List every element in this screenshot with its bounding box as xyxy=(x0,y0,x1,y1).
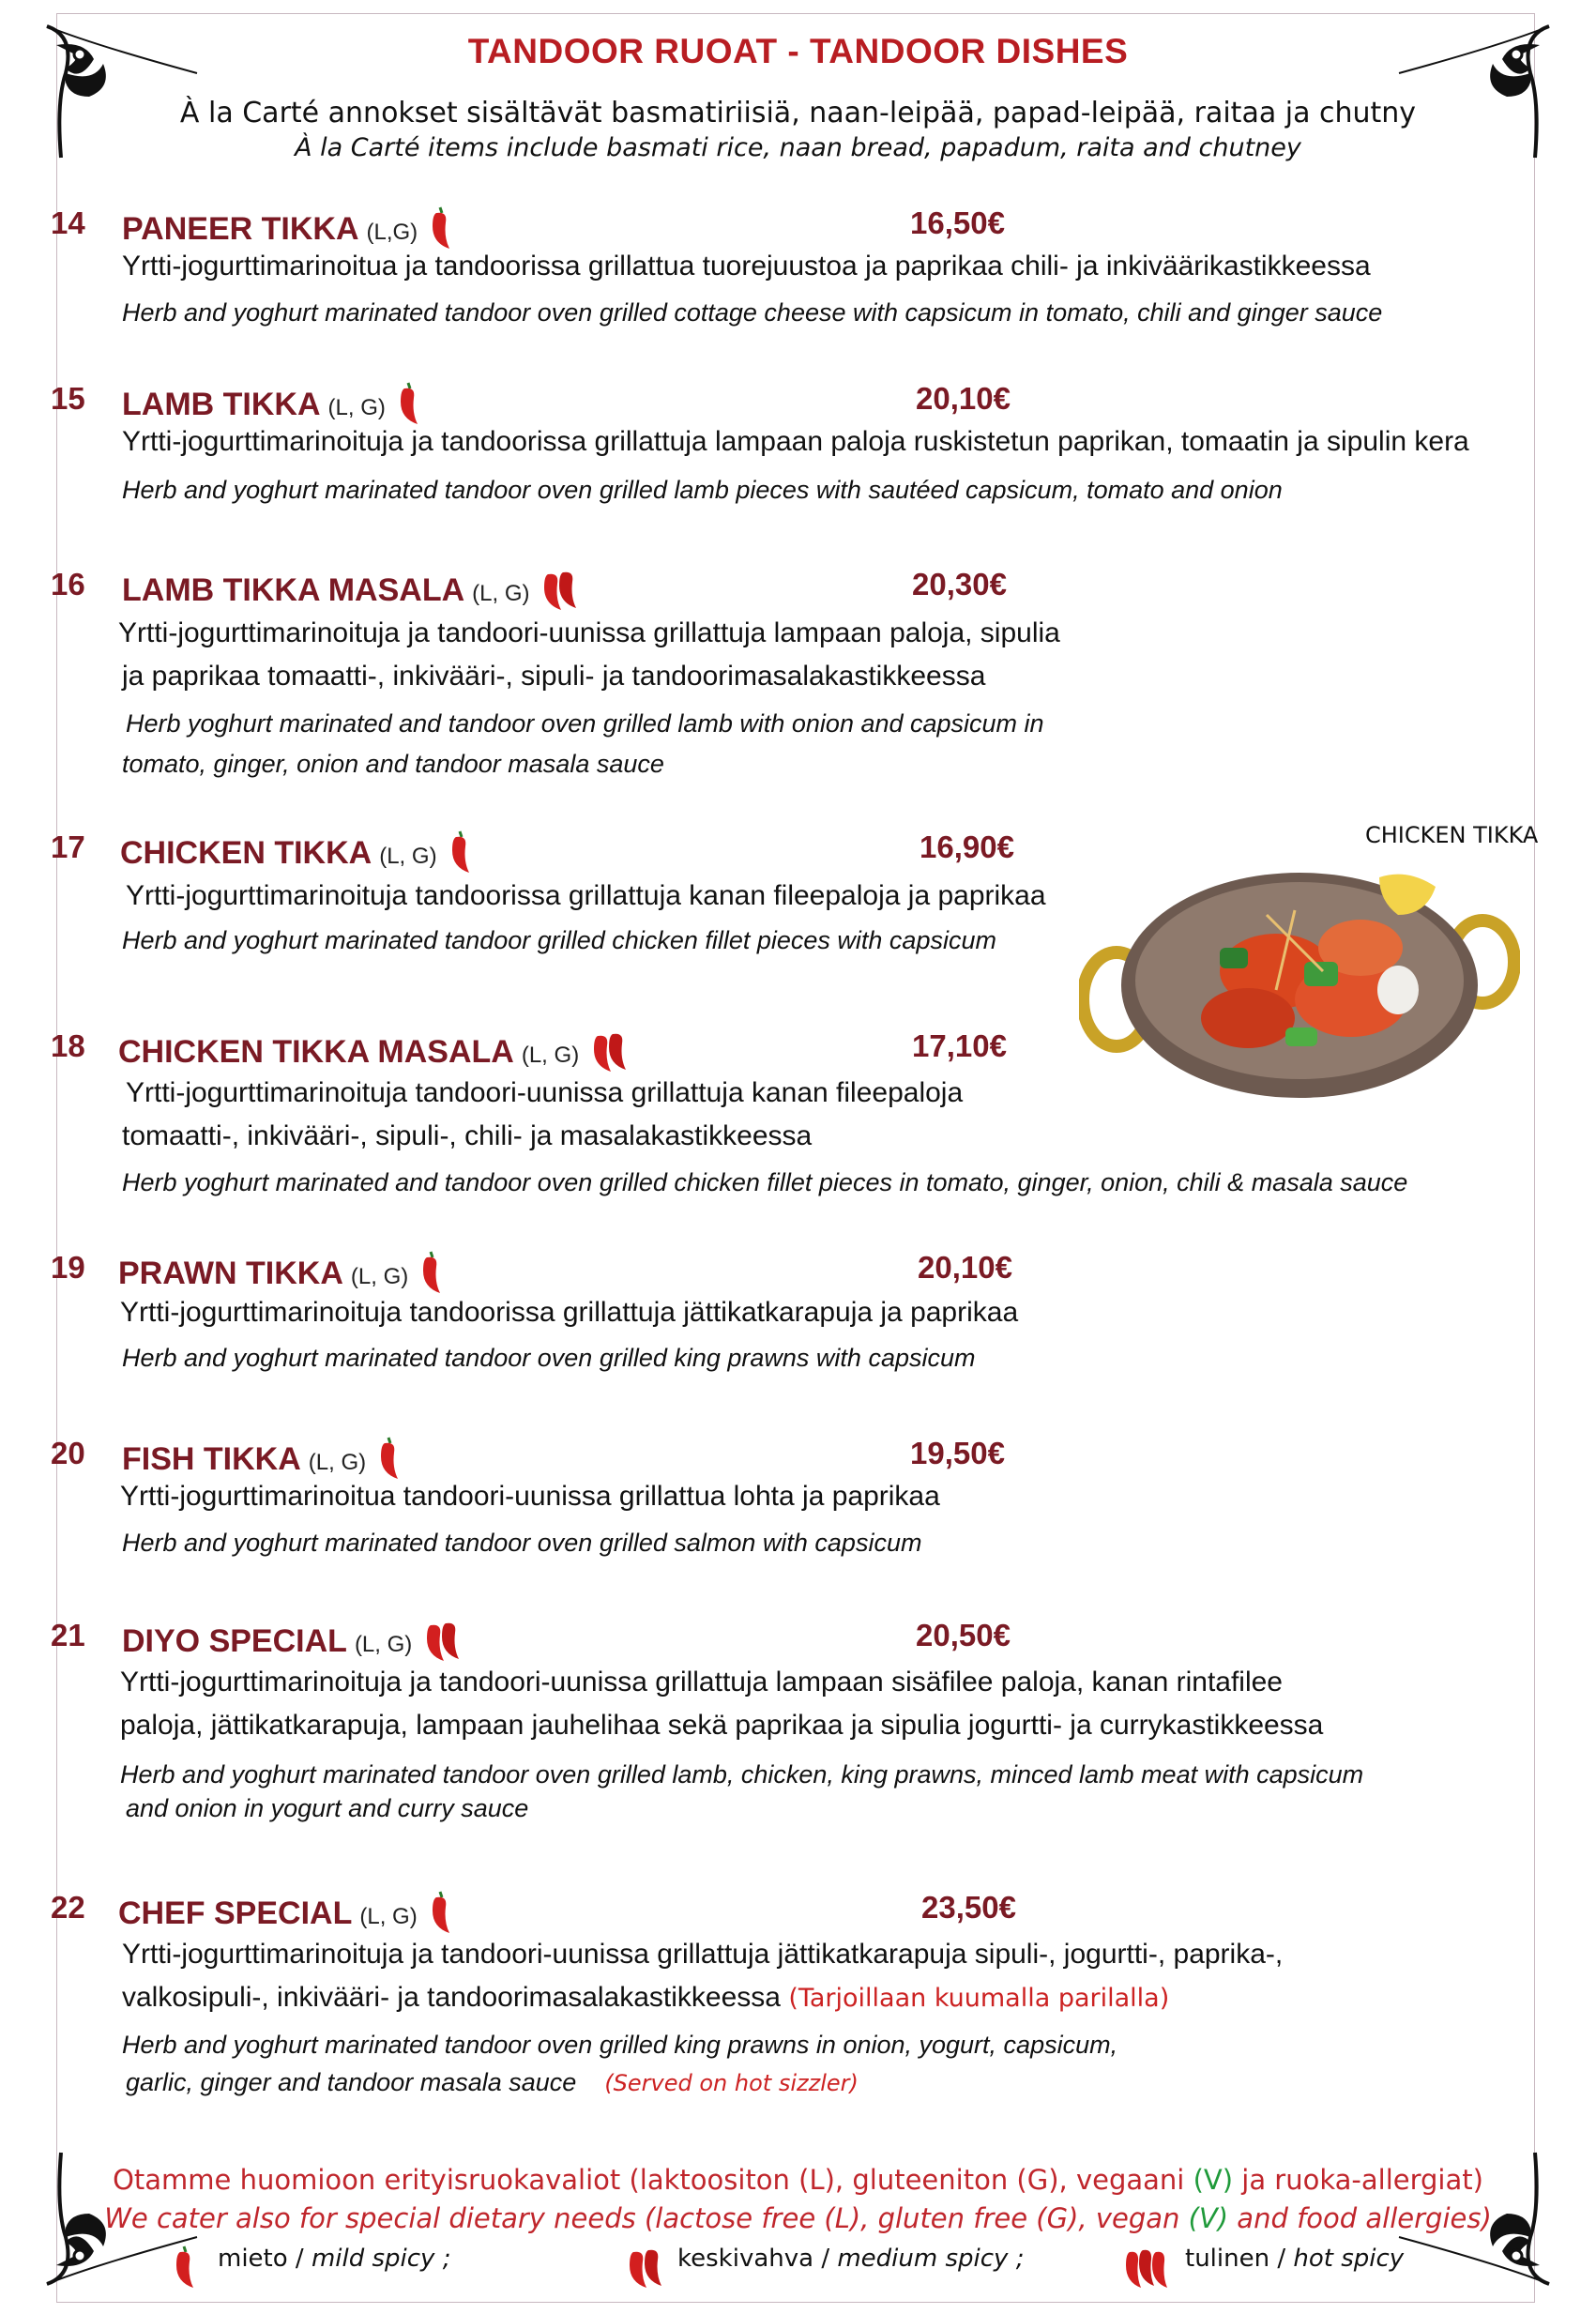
page-title: TANDOOR RUOAT - TANDOOR DISHES xyxy=(467,32,1129,70)
serving-note-fi: (Tarjoillaan kuumalla parilalla) xyxy=(788,1984,1170,2013)
chili-icon xyxy=(375,1436,402,1481)
item-name: CHICKEN TIKKA MASALA (L, G) xyxy=(118,1028,630,1073)
dietary-note-en: We cater also for special dietary needs (lactose free (L), gluten free (G), vegan (V) and food allergies) xyxy=(104,2202,1492,2234)
item-description-fi: Yrtti-jogurttimarinoituja tandoorissa grillattuja kanan fileepaloja ja paprikaa xyxy=(126,880,1046,911)
triple-chili-icon xyxy=(1122,2245,1175,2290)
item-description-fi: ja paprikaa tomaatti-, inkivääri-, sipuli- ja tandoorimasalakastikkeessa xyxy=(122,661,986,692)
item-description-fi: Yrtti-jogurttimarinoituja ja tandoori-uunissa grillattuja lampaan paloja, sipulia xyxy=(118,617,1060,648)
item-name: FISH TIKKA (L, G) xyxy=(122,1436,402,1481)
image-caption: CHICKEN TIKKA xyxy=(1365,822,1539,848)
chili-icon xyxy=(447,830,473,875)
item-description-en: Herb and yoghurt marinated tandoor oven grilled lamb, chicken, king prawns, minced lamb meat with capsicum xyxy=(120,1760,1364,1789)
item-description-fi: paloja, jättikatkarapuja, lampaan jauhelihaa sekä paprikaa ja sipulia jogurtti- ja currykastikkeessa xyxy=(120,1710,1324,1741)
item-name: DIYO SPECIAL (L, G) xyxy=(122,1618,463,1663)
chicken-tikka-photo xyxy=(1079,859,1520,1103)
item-description-en: and onion in yogurt and curry sauce xyxy=(126,1794,529,1822)
item-number: 20 xyxy=(51,1436,85,1470)
item-number: 19 xyxy=(51,1250,85,1285)
item-number: 17 xyxy=(51,830,85,864)
item-description-fi: Yrtti-jogurttimarinoitua ja tandoorissa grillattua tuorejuustoa ja paprikaa chili- ja inkiväärikastikkeessa xyxy=(122,251,1371,282)
chili-icon xyxy=(427,1890,453,1935)
item-name: LAMB TIKKA (L, G) xyxy=(122,381,421,426)
item-price: 20,30€ xyxy=(912,567,1007,601)
intro-finnish: À la Carté annokset sisältävät basmatiriisiä, naan-leipää, papad-leipää, raitaa ja chutny xyxy=(179,97,1417,129)
item-name: PRAWN TIKKA (L, G) xyxy=(118,1250,444,1295)
item-price: 20,50€ xyxy=(916,1618,1011,1652)
item-tags: (L,G) xyxy=(366,220,418,245)
item-description-fi: Yrtti-jogurttimarinoituja ja tandoorissa grillattuja lampaan paloja ruskistetun paprikan, tomaatin ja sipulin kera xyxy=(122,426,1469,457)
item-number: 16 xyxy=(51,567,85,601)
item-name: CHEF SPECIAL (L, G) xyxy=(118,1890,453,1935)
item-number: 21 xyxy=(51,1618,85,1652)
item-tags: (L, G) xyxy=(521,1043,580,1068)
legend-medium: keskivahva / medium spicy ; xyxy=(677,2245,1025,2273)
item-description-fi: Yrtti-jogurttimarinoituja ja tandoori-uunissa grillattuja jättikatkarapuja sipuli-, jogurtti-, paprika-, xyxy=(122,1939,1284,1970)
item-tags: (L, G) xyxy=(354,1632,413,1657)
item-number: 22 xyxy=(51,1890,85,1925)
item-price: 20,10€ xyxy=(918,1250,1012,1285)
item-description-en: tomato, ginger, onion and tandoor masala sauce xyxy=(122,750,664,778)
item-tags: (L, G) xyxy=(308,1450,367,1475)
item-price: 17,10€ xyxy=(912,1028,1007,1063)
item-description-en: Herb and yoghurt marinated tandoor oven grilled king prawns with capsicum xyxy=(122,1344,976,1372)
item-name: PANEER TIKKA (L,G) xyxy=(122,206,453,251)
item-description-en: Herb and yoghurt marinated tandoor oven grilled lamb pieces with sautéed capsicum, tomato and onion xyxy=(122,476,1283,504)
item-description-en: Herb and yoghurt marinated tandoor oven grilled salmon with capsicum xyxy=(122,1529,922,1557)
item-tags: (L, G) xyxy=(327,395,386,420)
chili-icon xyxy=(418,1250,444,1295)
intro-english: À la Carté items include basmati rice, naan bread, papadum, raita and chutney xyxy=(295,133,1301,162)
double-chili-icon xyxy=(539,567,580,612)
item-number: 15 xyxy=(51,381,85,416)
item-description-en: Herb and yoghurt marinated tandoor grilled chicken fillet pieces with capsicum xyxy=(122,926,996,954)
item-description-fi: valkosipuli-, inkivääri- ja tandoorimasalakastikkeessa (Tarjoillaan kuumalla parilalla) xyxy=(122,1982,1170,2013)
chili-icon xyxy=(171,2245,197,2290)
legend-mild: mieto / mild spicy ; xyxy=(218,2245,451,2273)
item-price: 16,90€ xyxy=(920,830,1014,864)
item-tags: (L, G) xyxy=(359,1904,418,1929)
chili-icon xyxy=(427,206,453,251)
item-price: 16,50€ xyxy=(910,206,1005,240)
item-description-fi: Yrtti-jogurttimarinoituja tandoori-uunissa grillattuja kanan fileepaloja xyxy=(126,1077,964,1108)
item-name: CHICKEN TIKKA (L, G) xyxy=(120,830,473,875)
item-description-en: Herb yoghurt marinated and tandoor oven grilled lamb with onion and capsicum in xyxy=(126,709,1044,738)
chili-icon xyxy=(395,381,421,426)
item-tags: (L, G) xyxy=(379,844,437,869)
item-description-en: Herb and yoghurt marinated tandoor oven grilled king prawns in onion, yogurt, capsicum, xyxy=(122,2031,1118,2059)
item-description-en: Herb yoghurt marinated and tandoor oven grilled chicken fillet pieces in tomato, ginger, onion, chili & masala sauce xyxy=(122,1168,1408,1196)
item-price: 19,50€ xyxy=(910,1436,1005,1470)
legend-hot: tulinen / hot spicy xyxy=(1185,2245,1405,2273)
double-chili-icon xyxy=(588,1028,630,1073)
item-price: 20,10€ xyxy=(916,381,1011,416)
item-tags: (L, G) xyxy=(350,1264,409,1289)
item-tags: (L, G) xyxy=(472,581,530,606)
item-description-fi: tomaatti-, inkivääri-, sipuli-, chili- ja masalakastikkeessa xyxy=(122,1120,813,1151)
item-description-fi: Yrtti-jogurttimarinoitua tandoori-uunissa grillattua lohta ja paprikaa xyxy=(120,1481,940,1512)
item-price: 23,50€ xyxy=(921,1890,1016,1925)
item-description-fi: Yrtti-jogurttimarinoituja tandoorissa grillattuja jättikatkarapuja ja paprikaa xyxy=(120,1297,1019,1328)
dietary-note-fi: Otamme huomioon erityisruokavaliot (laktoositon (L), gluteeniton (G), vegaani (V) ja ruoka-allergiat) xyxy=(113,2164,1483,2196)
double-chili-icon xyxy=(421,1618,463,1663)
double-chili-icon xyxy=(624,2245,665,2290)
item-description-en: Herb and yoghurt marinated tandoor oven grilled cottage cheese with capsicum in tomato, chili and ginger sauce xyxy=(122,298,1383,327)
item-name: LAMB TIKKA MASALA (L, G) xyxy=(122,567,580,612)
serving-note-en: (Served on hot sizzler) xyxy=(604,2070,859,2096)
item-description-en: garlic, ginger and tandoor masala sauce (Served on hot sizzler) xyxy=(126,2068,859,2096)
item-description-fi: Yrtti-jogurttimarinoituja ja tandoori-uunissa grillattuja lampaan sisäfilee paloja, kanan rintafilee xyxy=(120,1667,1283,1697)
item-number: 14 xyxy=(51,206,85,240)
item-number: 18 xyxy=(51,1028,85,1063)
